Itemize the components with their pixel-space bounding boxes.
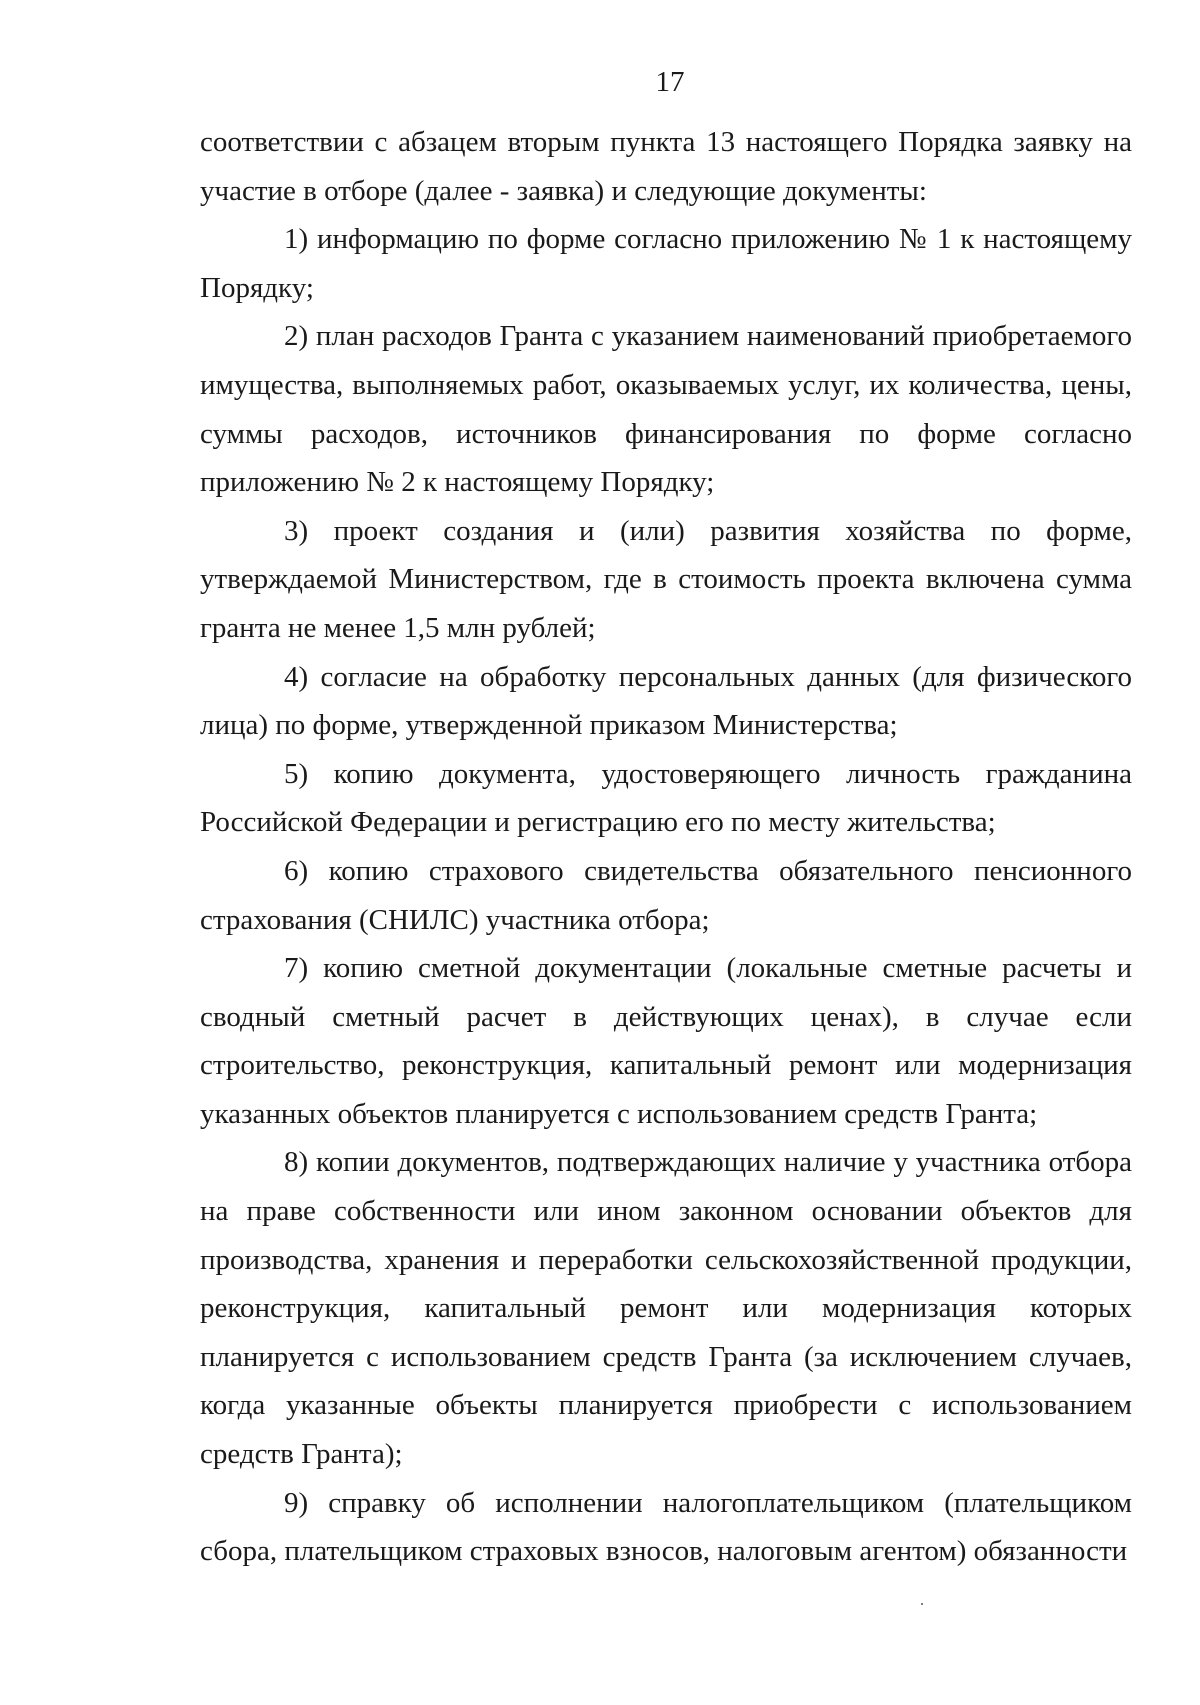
list-item-3: 3) проект создания и (или) развития хозяйства по форме, утверждаемой Министерством, где в стоимость проекта включена сумма гранта не менее 1,5 млн рублей; (200, 514, 1132, 644)
list-item-9: 9) справку об исполнении налогоплательщиком (плательщиком сбора, плательщиком страховых взносов, налоговым агентом) обязанности (200, 1486, 1132, 1568)
document-body (200, 118, 1132, 1576)
page-number: 17 (655, 66, 685, 98)
list-item-1: 1) информацию по форме согласно приложению № 1 к настоящему Порядку; (200, 223, 1132, 304)
list-item-2: 2) план расходов Гранта с указанием наименований приобретаемого имущества, выполняемых работ, оказываемых услуг, их количества, цены, суммы расходов, источников финансирования по форме согласно приложению № 2 к настоящему Порядку; (200, 320, 1132, 499)
list-item-8: 8) копии документов, подтверждающих наличие у участника отбора на праве собственности или ином законном основании объектов для производства, хранения и переработки сельскохозяйственной продукции, реконструкция, капитальный ремонт или модернизация которых планируется с использованием средств Гранта (за исключением случаев, когда указанные объекты планируется приобрести с использованием средств Гранта); (200, 1146, 1132, 1471)
list-item-4: 4) согласие на обработку персональных данных (для физического лица) по форме, утвержденной приказом Министерства; (200, 660, 1132, 742)
paragraph-continuation: соответствии с абзацем вторым пункта 13 настоящего Порядка заявку на участие в отборе (далее - заявка) и следующие документы: (200, 126, 1132, 207)
list-item-7: 7) копию сметной документации (локальные сметные расчеты и сводный сметный расчет в действующих ценах), в случае если строительство, реконструкция, капитальный ремонт или модернизация указанных объектов планируется с использованием средств Гранта; (200, 952, 1132, 1130)
scan-speck (921, 1603, 923, 1605)
list-item-5: 5) копию документа, удостоверяющего личность гражданина Российской Федерации и регистрацию его по месту жительства; (200, 757, 1132, 839)
list-item-6: 6) копию страхового свидетельства обязательного пенсионного страхования (СНИЛС) участника отбора; (200, 854, 1132, 936)
